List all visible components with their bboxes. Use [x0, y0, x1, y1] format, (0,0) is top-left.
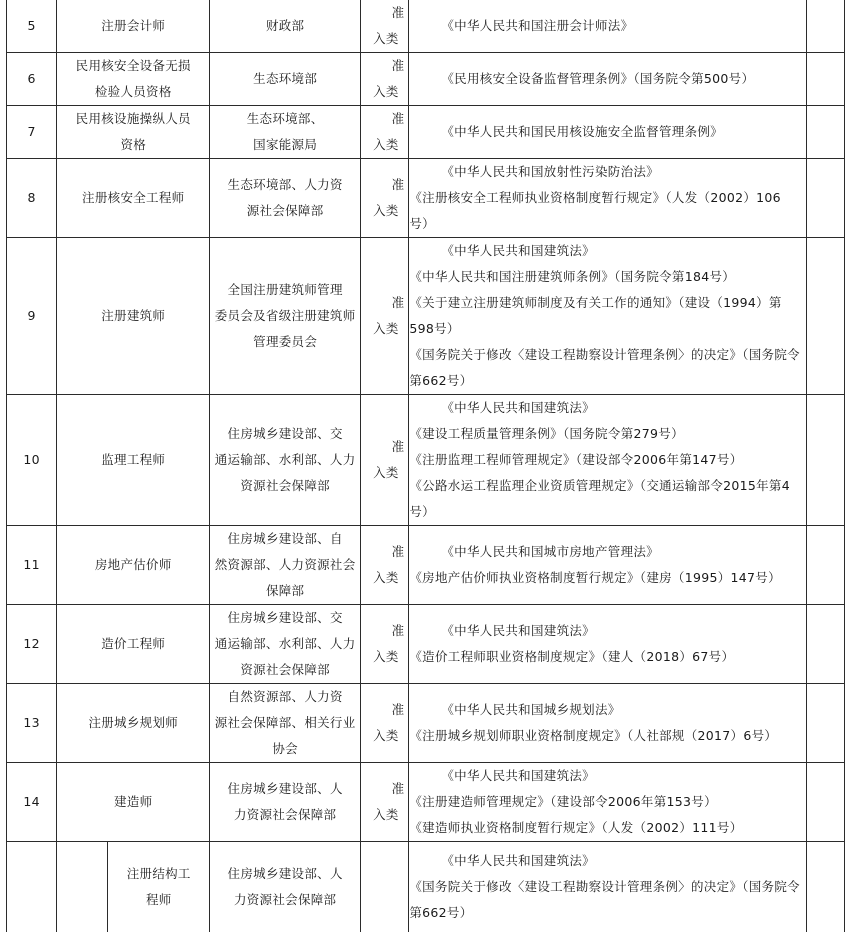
text-line: 注册核安全工程师: [82, 190, 185, 205]
text-line: 自然资源部、人力资: [227, 689, 343, 704]
text-line: 准: [391, 781, 405, 796]
text-line: 通运输部、水利部、人力: [214, 452, 356, 467]
text-line: 《造价工程师职业资格制度规定》（建人（2018）67号）: [409, 649, 735, 664]
legal-basis: [409, 842, 806, 932]
text-line: 《中华人民共和国放射性污染防治法》: [441, 164, 659, 179]
qualification-category: [361, 0, 409, 53]
text-line: 委员会及省级注册建筑师: [214, 308, 356, 323]
qualification-category: [361, 763, 409, 842]
text-line: 资源社会保障部: [240, 662, 330, 677]
remarks-cell: [806, 526, 844, 605]
qualification-category: [361, 605, 409, 684]
text-line: 入类: [373, 84, 399, 99]
text-line: 准: [391, 623, 405, 638]
text-line: 准: [391, 702, 405, 717]
text-line: 入类: [373, 807, 399, 822]
row-number: 12: [7, 605, 57, 684]
text-line: 住房城乡建设部、交: [227, 426, 343, 441]
qualification-category: [361, 53, 409, 106]
implementing-department: [210, 526, 361, 605]
remarks-cell: [806, 763, 844, 842]
text-line: 《中华人民共和国城乡规划法》: [441, 702, 621, 717]
qualification-name: [57, 526, 210, 605]
implementing-department: [210, 605, 361, 684]
row-number: 11: [7, 526, 57, 605]
text-line: 入类: [373, 649, 399, 664]
remarks-cell: [806, 842, 844, 932]
table-row: [7, 53, 845, 106]
row-number: 8: [7, 159, 57, 238]
remarks-cell: [806, 395, 844, 526]
text-line: 《民用核安全设备监督管理条例》（国务院令第500号）: [441, 71, 755, 86]
qualification-name: [57, 395, 210, 526]
text-line: 《国务院关于修改〈建设工程勘察设计管理条例〉的决定》（国务院令: [409, 347, 800, 362]
text-line: 《中华人民共和国民用核设施安全监督管理条例》: [441, 124, 723, 139]
implementing-department: [210, 763, 361, 842]
text-line: 生态环境部、人力资: [227, 177, 343, 192]
text-line: 《国务院关于修改〈建设工程勘察设计管理条例〉的决定》（国务院令: [409, 879, 800, 894]
implementing-department: [210, 159, 361, 238]
text-line: 全国注册建筑师管理: [227, 282, 343, 297]
row-number: [7, 842, 57, 932]
text-line: 《中华人民共和国注册建筑师条例》（国务院令第184号）: [409, 269, 736, 284]
text-line: 《建设工程质量管理条例》（国务院令第279号）: [409, 426, 684, 441]
text-line: 《建造师执业资格制度暂行规定》（人发（2002）111号）: [409, 820, 743, 835]
text-line: 资格: [120, 137, 147, 152]
text-line: 入类: [373, 465, 399, 480]
row-number: 10: [7, 395, 57, 526]
qualification-table: [6, 0, 845, 932]
text-line: 《中华人民共和国建筑法》: [441, 768, 595, 783]
legal-basis: [409, 106, 806, 159]
text-line: 《中华人民共和国建筑法》: [441, 623, 595, 638]
remarks-cell: [806, 684, 844, 763]
text-line: 入类: [373, 203, 399, 218]
text-line: 准: [391, 439, 405, 454]
legal-basis: [409, 684, 806, 763]
remarks-cell: [806, 605, 844, 684]
qualification-category: [361, 238, 409, 395]
text-line: 《房地产估价师执业资格制度暂行规定》（建房（1995）147号）: [409, 570, 781, 585]
text-line: 住房城乡建设部、人: [227, 866, 343, 881]
row-number: 9: [7, 238, 57, 395]
text-line: 准: [391, 177, 405, 192]
text-line: 源社会保障部、相关行业: [214, 715, 356, 730]
legal-basis: [409, 53, 806, 106]
text-line: 监理工程师: [101, 452, 166, 467]
text-line: 第662号）: [409, 905, 473, 920]
text-line: 住房城乡建设部、交: [227, 610, 343, 625]
text-line: 《中华人民共和国建筑法》: [441, 243, 595, 258]
text-line: 《注册建造师管理规定》（建设部令2006年第153号）: [409, 794, 717, 809]
legal-basis: [409, 159, 806, 238]
text-line: 入类: [373, 728, 399, 743]
qualification-name: [57, 0, 210, 53]
qualification-category: [361, 159, 409, 238]
table-row: [7, 763, 845, 842]
qualification-name: [57, 238, 210, 395]
sub-name-text: [125, 861, 193, 913]
text-line: 住房城乡建设部、人: [227, 781, 343, 796]
text-line: 第662号）: [409, 373, 473, 388]
text-line: 民用核安全设备无损: [75, 58, 191, 73]
text-line: 注册建筑师: [101, 308, 166, 323]
text-line: 入类: [373, 570, 399, 585]
text-line: 资源社会保障部: [240, 478, 330, 493]
implementing-department: [210, 0, 361, 53]
text-line: 《中华人民共和国城市房地产管理法》: [441, 544, 659, 559]
text-line: 注册城乡规划师: [88, 715, 179, 730]
text-line: 检验人员资格: [94, 84, 172, 99]
text-line: 入类: [373, 321, 399, 336]
legal-basis: [409, 395, 806, 526]
qualification-category: [361, 526, 409, 605]
qualification-name: [57, 763, 210, 842]
implementing-department: [210, 684, 361, 763]
text-line: 《注册城乡规划师职业资格制度规定》（人社部规（2017）6号）: [409, 728, 778, 743]
table-body: [7, 0, 845, 932]
table-row: [7, 106, 845, 159]
qualification-name: [57, 159, 210, 238]
table-row: [7, 842, 845, 932]
legal-basis: [409, 238, 806, 395]
text-line: 入类: [373, 31, 399, 46]
remarks-cell: [806, 238, 844, 395]
text-line: 《关于建立注册建筑师制度及有关工作的通知》（建设（1994）第: [409, 295, 782, 310]
implementing-department: [210, 842, 361, 932]
text-line: 生态环境部、: [246, 111, 324, 126]
row-number: 5: [7, 0, 57, 53]
qualification-name: [57, 605, 210, 684]
sub-qualification-name: [108, 842, 209, 932]
text-line: 力资源社会保障部: [233, 807, 337, 822]
text-line: 《中华人民共和国注册会计师法》: [441, 18, 634, 33]
text-line: 力资源社会保障部: [233, 892, 337, 907]
qualification-category: [361, 395, 409, 526]
text-line: 程师: [145, 892, 172, 907]
text-line: 管理委员会: [253, 334, 318, 349]
text-line: 源社会保障部: [246, 203, 324, 218]
qualification-category: [361, 106, 409, 159]
legal-basis: [409, 605, 806, 684]
table-row: [7, 238, 845, 395]
text-line: 准: [391, 111, 405, 126]
qualification-name: [57, 53, 210, 106]
text-line: 房地产估价师: [94, 557, 172, 572]
text-line: 通运输部、水利部、人力: [214, 636, 356, 651]
legal-basis: [409, 0, 806, 53]
text-line: 准: [391, 295, 405, 310]
qualification-name: [57, 684, 210, 763]
text-line: 入类: [373, 137, 399, 152]
table-row: [7, 159, 845, 238]
row-number: 13: [7, 684, 57, 763]
qualification-category: [361, 684, 409, 763]
qualification-name: [57, 106, 210, 159]
text-line: 生态环境部: [253, 71, 318, 86]
text-line: 《中华人民共和国建筑法》: [441, 853, 595, 868]
table-row: [7, 395, 845, 526]
text-line: 民用核设施操纵人员: [75, 111, 191, 126]
implementing-department: [210, 106, 361, 159]
implementing-department: [210, 53, 361, 106]
text-line: 国家能源局: [253, 137, 318, 152]
text-line: 准: [391, 5, 405, 20]
name-split: [57, 842, 209, 932]
text-line: 《注册核安全工程师执业资格制度暂行规定》（人发（2002）106: [409, 190, 781, 205]
text-line: 建造师: [114, 794, 153, 809]
text-line: 《注册监理工程师管理规定》（建设部令2006年第147号）: [409, 452, 743, 467]
text-line: 造价工程师: [101, 636, 166, 651]
text-line: 《中华人民共和国建筑法》: [441, 400, 595, 415]
text-line: 号）: [409, 504, 435, 519]
text-line: 注册结构工: [126, 866, 191, 881]
text-line: 住房城乡建设部、自: [227, 531, 343, 546]
text-line: 然资源部、人力资源社会: [214, 557, 356, 572]
remarks-cell: [806, 159, 844, 238]
qualification-name: [57, 842, 210, 932]
sub-category-cell: [57, 842, 108, 932]
text-line: 准: [391, 58, 405, 73]
text-line: 准: [391, 544, 405, 559]
text-line: 注册会计师: [101, 18, 166, 33]
qualification-category: [361, 842, 409, 932]
table-row: [7, 0, 845, 53]
table-row: [7, 605, 845, 684]
table-row: [7, 684, 845, 763]
text-line: 协会: [272, 741, 298, 756]
implementing-department: [210, 395, 361, 526]
table-row: [7, 526, 845, 605]
legal-basis: [409, 526, 806, 605]
row-number: 6: [7, 53, 57, 106]
text-line: 财政部: [265, 18, 305, 33]
legal-basis: [409, 763, 806, 842]
remarks-cell: [806, 0, 844, 53]
remarks-cell: [806, 106, 844, 159]
row-number: 7: [7, 106, 57, 159]
remarks-cell: [806, 53, 844, 106]
text-line: 598号）: [409, 321, 460, 336]
text-line: 《公路水运工程监理企业资质管理规定》（交通运输部令2015年第4: [409, 478, 790, 493]
implementing-department: [210, 238, 361, 395]
row-number: 14: [7, 763, 57, 842]
text-line: 号）: [409, 216, 435, 231]
text-line: 保障部: [265, 583, 305, 598]
